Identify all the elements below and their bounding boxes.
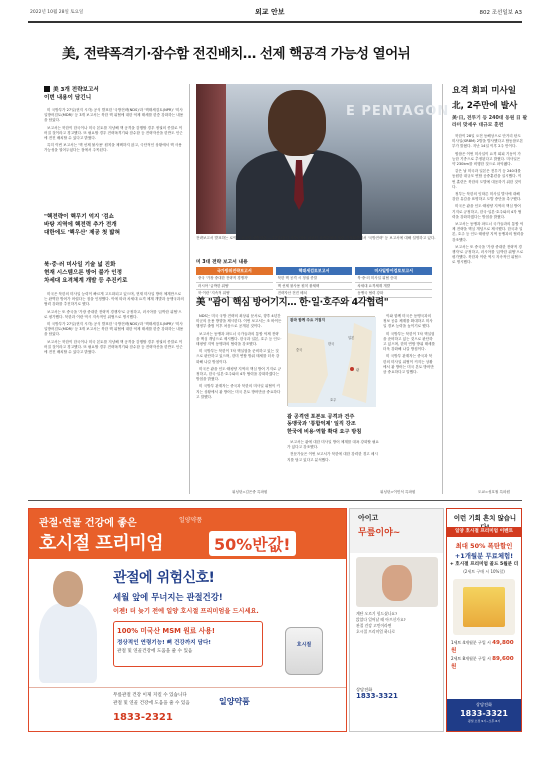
paragraph: 합참은 이번 미사일이 요격 회피 기동이 가능한 기종으로 추정된다고 밝혔다. 미사일은 약 230km를 비행한 것으로 파악됐다. xyxy=(452,151,521,167)
ad-phone-number[interactable]: 1833-3321 xyxy=(356,692,398,700)
ad-free-trial: +1개월분 무료체험! xyxy=(454,552,514,560)
article-right xyxy=(452,134,524,484)
paragraph: 미국은 괌을 인도·태평양 지역의 핵심 방어 기지로 규정하고, 한국·일본·호주와의 4각 협력을 강화하겠다는 방침을 밝혔다. xyxy=(452,204,522,219)
table-cell: 북한 핵 공격 시 정권 종말 xyxy=(276,275,353,283)
subhead-2: 북·중·러 미사일 기술 넓 진화 현재 시스템으론 방어 불가 인정 차세대 요격체계 개발 등 추진키로 xyxy=(44,262,128,284)
guam-marker-icon xyxy=(350,367,354,371)
title-box xyxy=(44,86,184,102)
paragraph: 보고서는 또 중국을 '가장 중대한 전략적 경쟁자'로 규정하고, 러시아를 '급박한 위협'으로 평가했다. 북한과 이란 역시 지속적인 위협으로 명시했다. xyxy=(44,309,182,319)
ad-phone-number[interactable]: 1833-2321 xyxy=(113,712,173,723)
subhead-1: "핵전략이 핵무기 억지 '검쇼 바탕 지역에 핵전력 추가 전개 대한에도 '핵우산' 제공 첫 밟혀 xyxy=(44,214,121,236)
map-label: 중국 xyxy=(296,348,303,352)
paragraph: 미 국방부는 북한이 7차 핵실험을 준비하고 있는 것으로 판단하고 있으며, 한미 연합 방위 태세를 더욱 강화해 나갈 방침이다. xyxy=(383,331,435,352)
paragraph: 정부는 북한의 잇따른 미사일 발사에 대해 강한 유감을 표명하고 도발 중단을 촉구했다. xyxy=(452,192,522,202)
ad-tagline: 관절·연골 건강에 좋은 xyxy=(39,518,137,529)
title-box-line: 이번 내용이 담긴니 xyxy=(44,95,92,101)
ad-divider xyxy=(28,500,522,501)
right-subhead: 美·日, 전투기 등 240대 동원 日 팔라미 맞세우 대규모 훈련 xyxy=(452,116,528,128)
table-cell: 전략자산 전진 배치 xyxy=(276,290,353,298)
ad-bonus: + 호시절 프리미엄 골드 5월분 더 xyxy=(449,562,519,567)
table-cell: 동맹국 협력 강화 xyxy=(355,290,432,298)
article-col1-top xyxy=(44,108,184,208)
map-label: 호주 xyxy=(330,398,337,402)
paragraph: 미국은 괌을 인도·태평양 지역의 핵심 방어 기지로 규정하고, 한국·일본·호주와의 4각 협력을 강화하겠다는 방침을 밝혔다. xyxy=(196,366,282,382)
map-label: 한국 xyxy=(328,342,335,346)
list-item: 관절 건강 고민이라면 xyxy=(356,623,392,628)
paragraph: 보고서는 괌에 대한 미사일 방어 체계를 대폭 강화할 필요가 있다고 강조했다. xyxy=(287,440,379,450)
article-col2 xyxy=(196,314,282,488)
paragraph: 북한이 28일 오전 동해상으로 단거리 탄도미사일(SRBM) 2발을 발사했다고 합동참모본부가 밝혔다. 지난 14일 이후 2주 만이다. xyxy=(452,134,523,149)
ad-header: 아이고 무릎이야~ xyxy=(350,509,443,553)
map-label: 괌 xyxy=(356,368,360,372)
ad-feature-box: 100% 미국산 MSM 원료 사용! 정상적인 연령기능! 뼈 건강까지 담다! 관절 및 연골건강에 도움을 줄 수 있음 xyxy=(113,621,263,667)
sub-headline: 美 "괌이 핵심 방어기지… 한·일·호주와 4각협력" xyxy=(196,297,389,308)
table-header: 핵태세검토보고서 xyxy=(276,267,353,275)
report-summary-table xyxy=(196,258,432,298)
photo-caption: 전략보고서 발표하는 로이드 오스틴 국방장관 — 27일(현지 시각) 미국 워싱턴 국방부에서 열린 기자회견에서 '국방전략' 등 보고서에 대해 설명하고 있다. xyxy=(196,236,436,240)
ad-product-box xyxy=(453,579,515,635)
ad-model-photo xyxy=(37,571,99,683)
guam-map xyxy=(287,316,375,406)
paragraph: 같은 날 미국과 일본은 전투기 등 240대를 동원한 대규모 연합 공중훈련을 실시했다. 이번 훈련은 북한의 도발에 대응하기 위한 것이다. xyxy=(452,169,522,189)
ad-main-copy: 관절에 위험신호! 세월 앞에 무너지는 관절건강! 이젠! 더 늦기 전에 일양 호시절 프리미엄을 드시세요. xyxy=(113,570,259,615)
table-cell: 북·이란 '지속적 위협' xyxy=(196,290,273,298)
table-header: 미사일방어검토보고서 xyxy=(355,267,432,275)
ad-brand-logo: 일양약품 xyxy=(179,517,203,524)
paragraph: 미 국방부가 27일(현지 시각) 공식 발표한 '국방전략(NDS)'과 '핵태세검토(NPR)' '미사일방어검토(MDR)' 등 3개 보고서는 북한 핵 위협에 대한 억제 태세를 한층 강화하는 내용을 담았다. xyxy=(44,108,184,123)
byline: 워싱턴=이민석 특파원 xyxy=(380,490,416,494)
paragraph: 보고서는 또 중국을 '가장 중대한 전략적 경쟁자'로 규정하고, 러시아를 '급박한 위협'으로 평가했다. 북한과 이란 역시 지속적인 위협으로 명시했다. xyxy=(452,244,524,265)
price-row: 2세트 8개월분 구입 시 89,600원 xyxy=(451,656,514,670)
price-row: 1세트 4개월분 구입 시 49,800원 xyxy=(451,640,514,654)
column-divider xyxy=(442,84,443,494)
ad-contact: 상담전화 1833-3321 xyxy=(356,687,438,699)
ad-title: 이런 기회 흔치 않습니 xyxy=(453,514,517,522)
ad-discount: 최대 50% 폭탄할인 xyxy=(455,542,513,550)
ad-bonus-note: (2세트 구매 시 10%할) xyxy=(463,569,505,574)
map-label: 일본 xyxy=(348,336,355,340)
main-headline: 美, 전략폭격기·잠수함 전진배치… 선제 핵공격 가능성 열어뉘 xyxy=(62,46,411,62)
header-rule xyxy=(28,21,522,23)
paragraph: 보고서는 북한이 한국이나 미국 본토를 겨냥해 핵 공격을 감행할 경우 정권의 종말로 이어질 것이라고 경고했다. 또 필요할 경우 전략폭격기와 잠수함 등 전략자산을 한반도 인근에 전진 배치할 수 있다고 밝혔다. xyxy=(44,339,183,355)
paragraph: 보고서는 동맹과 파트너 국가들과의 통합 억제 전략을 핵심 개념으로 제시했다. 한국과 일본, 호주 등 인도·태평양 지역 동맹과의 협력을 강조했다. xyxy=(452,222,524,242)
paragraph: 미 국방부 관계자는 중국과 북한의 미사일 위협이 커지는 상황에서 괌 방어는 미국 본토 방어만큼 중요하다고 말했다. xyxy=(196,384,281,399)
paragraph: 전문가들은 이번 보고서가 북한에 대한 강력한 경고 메시지를 담고 있다고 분석했다. xyxy=(287,452,378,462)
ad-question-list xyxy=(356,611,438,635)
paragraph: 미 국방부는 북한이 7차 핵실험을 준비하고 있는 것으로 판단하고 있으며, 한미 연합 방위 태세를 더욱 강화해 나갈 방침이다. xyxy=(196,349,280,364)
ad-product-name: 호시절 프리미엄 xyxy=(39,533,163,554)
byline: 워싱턴=김은중 특파원 xyxy=(232,490,268,494)
table-header: 국가방위전략보고서 xyxy=(196,267,273,275)
table-title: 미 3대 전략 보고서 내용 xyxy=(196,260,248,265)
table-cell: 차세대 요격체계 개발 xyxy=(355,283,432,291)
section-title: 외교 안보 xyxy=(255,8,285,16)
article-col1-bottom xyxy=(44,292,184,492)
paragraph: 이와 함께 미국은 동맹국과의 정보 공유 체계를 확대하고 미사일 경보 능력을 높이기로 했다. xyxy=(383,314,433,329)
ad-product-jar: 호시절 xyxy=(273,621,335,681)
ad-joint-supplement[interactable] xyxy=(28,508,347,732)
column-divider xyxy=(189,84,190,494)
paragraph: 미 국방부 관계자는 중국과 북한의 미사일 위협이 커지는 상황에서 괌 방어는 미국 본토 방어만큼 중요하다고 말했다. xyxy=(383,354,434,375)
pull-quote: 괌 공격엔 포본토 공격과 견주 동맹국과 '통합억제' 일직 강조 한국에 비용·역할 확대 요구 방침 xyxy=(287,414,362,435)
table-cell: 북·중·러 미사일 위협 증대 xyxy=(355,275,432,283)
ad-promo-event[interactable] xyxy=(446,508,522,732)
list-item: 계단 오르기 힘드셨나요? xyxy=(356,611,398,616)
list-item: 호시절 프리미엄 하나로 xyxy=(356,629,396,634)
article-col4 xyxy=(383,314,435,488)
photo-sign: E PENTAGON xyxy=(346,104,450,119)
ad-knee-pain[interactable] xyxy=(349,508,444,732)
paragraph: 보고서는 북한이 한국이나 미국 본토를 겨냥해 핵 공격을 감행할 경우 정권의 종말로 이어질 것이라고 경고했다. 또 필요할 경우 전략폭격기와 잠수함 등 전략자산을 한반도 인근에 전진 배치할 수 있다고 밝혔다. xyxy=(44,125,183,141)
page-label: 802 조선일보 A3 xyxy=(479,10,522,16)
ad-price-list xyxy=(451,639,519,671)
paragraph: 미국은 북한의 미사일 능력이 빠르게 고도화되고 있으며, 현재 미사일 방어 체계만으로는 완벽한 방어가 어렵다는 점을 인정했다. 이에 따라 차세대 요격 체계 개발과 동맹국과의 협력 강화를 추진하기로 했다. xyxy=(44,292,184,307)
ad-event-band: 일양 호시절 프리미엄 이벤트 xyxy=(447,527,521,537)
square-bullet-icon xyxy=(44,86,50,92)
right-headline-1: 요격 회피 미사일 xyxy=(452,86,517,96)
right-headline-2: 北, 2주만에 발사 xyxy=(452,101,518,111)
table-cell: 핵 선제 불사용 원칙 불채택 xyxy=(276,283,353,291)
photo-defense-secretary xyxy=(196,84,450,234)
issue-date: 2022년 10월 28일 토요일 xyxy=(30,10,84,15)
byline: 도쿄=성호철 특파원 xyxy=(478,490,510,494)
ad-banner xyxy=(29,509,346,559)
ad-knee-photo xyxy=(356,557,438,607)
ad-phone-number[interactable]: 1833-3321 xyxy=(460,709,508,718)
ad-discount-badge: 50%반값! xyxy=(209,531,296,556)
paragraph: 보고서는 동맹과 파트너 국가들과의 통합 억제 전략을 핵심 개념으로 제시했다. 한국과 일본, 호주 등 인도·태평양 지역 동맹과의 협력을 강조했다. xyxy=(196,331,282,347)
article-col3 xyxy=(287,440,379,494)
list-item: 앉았다 일어날 때 아프신가요? xyxy=(356,617,406,622)
table-cell: 중국 '가장 중대한 전략적 경쟁자' xyxy=(196,275,273,283)
paragraph: 특히 이번 보고서는 '핵 선제 불사용' 원칙을 채택하지 않고, 극단적인 상황에서 핵 사용 가능성을 열어두었다는 점에서 주목된다. xyxy=(44,143,182,153)
paragraph: 미 국방부가 27일(현지 시각) 공식 발표한 '국방전략(NDS)'과 '핵태세검토(NPR)' '미사일방어검토(MDR)' 등 3개 보고서는 북한 핵 위협에 대한 억제 태세를 한층 강화하는 내용을 담았다. xyxy=(44,322,184,337)
title-box-line: 美 3개 전략보고서 xyxy=(44,86,184,94)
table-cell: 러시아 '급박한 위협' xyxy=(196,283,273,291)
ad-brand-logo: 일양약품 xyxy=(219,697,250,706)
ad-footer: 무릎관절 건강 이제 지킬 수 있습니다 관절 및 연골 건강에 도움을 줄 수 있음 일양약품 1833-2321 xyxy=(29,687,346,731)
ad-contact: 상담전화 1833-3321 평일 오전 9시~오후 6시 xyxy=(447,699,521,731)
paragraph: NDS는 미국 국방 전략의 최상위 문서로, 향후 4년간 미군의 운용 방향을 제시한다. 이번 보고서는 조 바이든 행정부 출범 이후 처음으로 공개된 것이다. xyxy=(196,314,282,329)
map-title: 괌과 함께 주요 거점지 xyxy=(290,318,325,322)
